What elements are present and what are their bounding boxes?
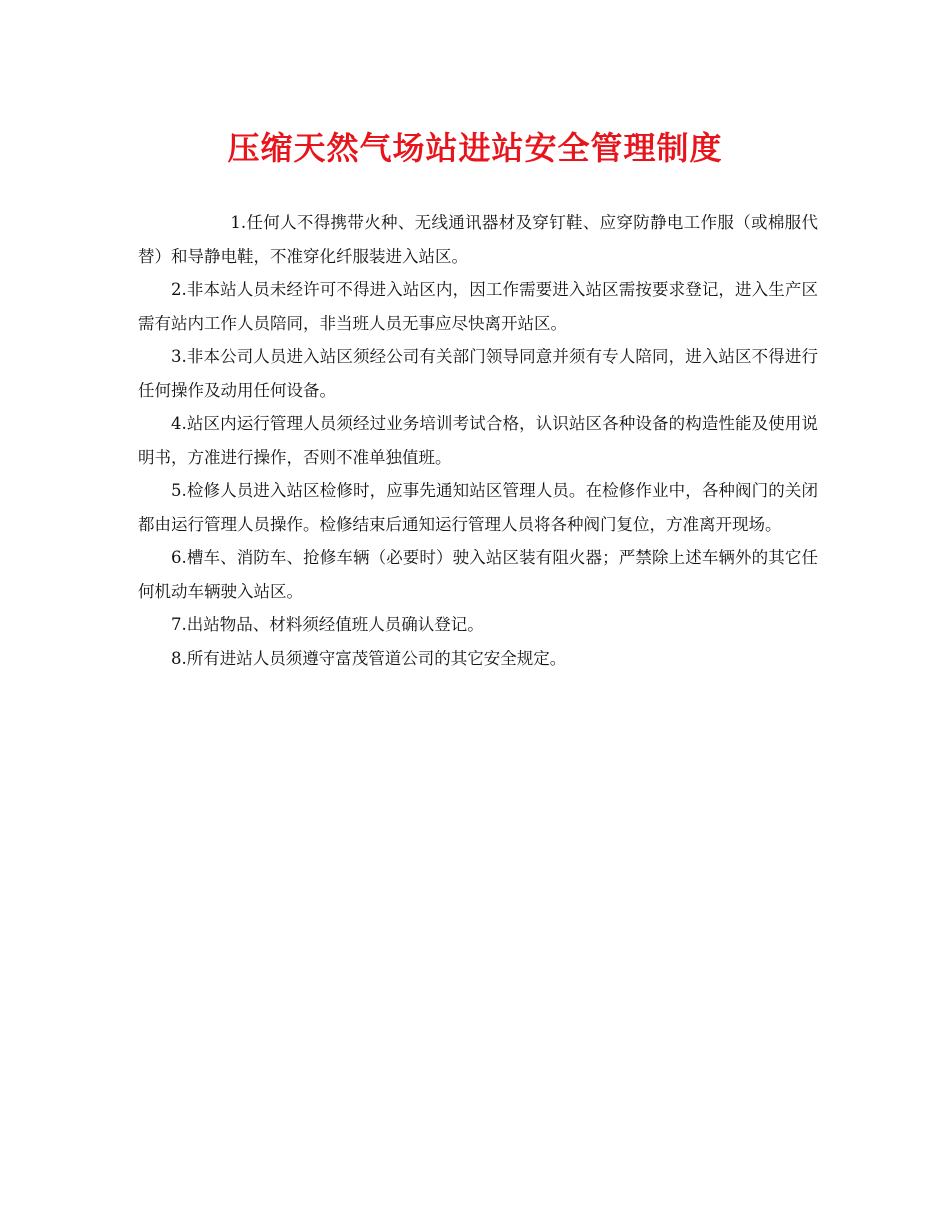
- rule-paragraph-8: 8.所有进站人员须遵守富茂管道公司的其它安全规定。: [171, 648, 567, 668]
- rule-paragraph-1: 1.任何人不得携带火种、无线通讯器材及穿钉鞋、应穿防静电工作服（或棉服代替）和导静电鞋，不准穿化纤服装进入站区。: [138, 213, 818, 266]
- rule-paragraph-4: 4.站区内运行管理人员须经过业务培训考试合格，认识站区各种设备的构造性能及使用说明书，方准进行操作，否则不准单独值班。: [138, 414, 818, 467]
- document-title: 压缩天然气场站进站安全管理制度: [227, 129, 723, 167]
- rule-paragraph-2: 2.非本站人员未经许可不得进入站区内，因工作需要进入站区需按要求登记，进入生产区需有站内工作人员陪同，非当班人员无事应尽快离开站区。: [138, 280, 818, 333]
- rule-paragraph-6: 6.槽车、消防车、抢修车辆（必要时）驶入站区装有阻火器；严禁除上述车辆外的其它任何机动车辆驶入站区。: [138, 548, 818, 601]
- document-body: [138, 206, 818, 675]
- rule-paragraph-3: 3.非本公司人员进入站区须经公司有关部门领导同意并须有专人陪同，进入站区不得进行任何操作及动用任何设备。: [138, 347, 818, 400]
- rule-paragraph-7: 7.出站物品、材料须经值班人员确认登记。: [171, 615, 484, 634]
- rule-paragraph-5: 5.检修人员进入站区检修时，应事先通知站区管理人员。在检修作业中，各种阀门的关闭都由运行管理人员操作。检修结束后通知运行管理人员将各种阀门复位，方准离开现场。: [138, 481, 818, 534]
